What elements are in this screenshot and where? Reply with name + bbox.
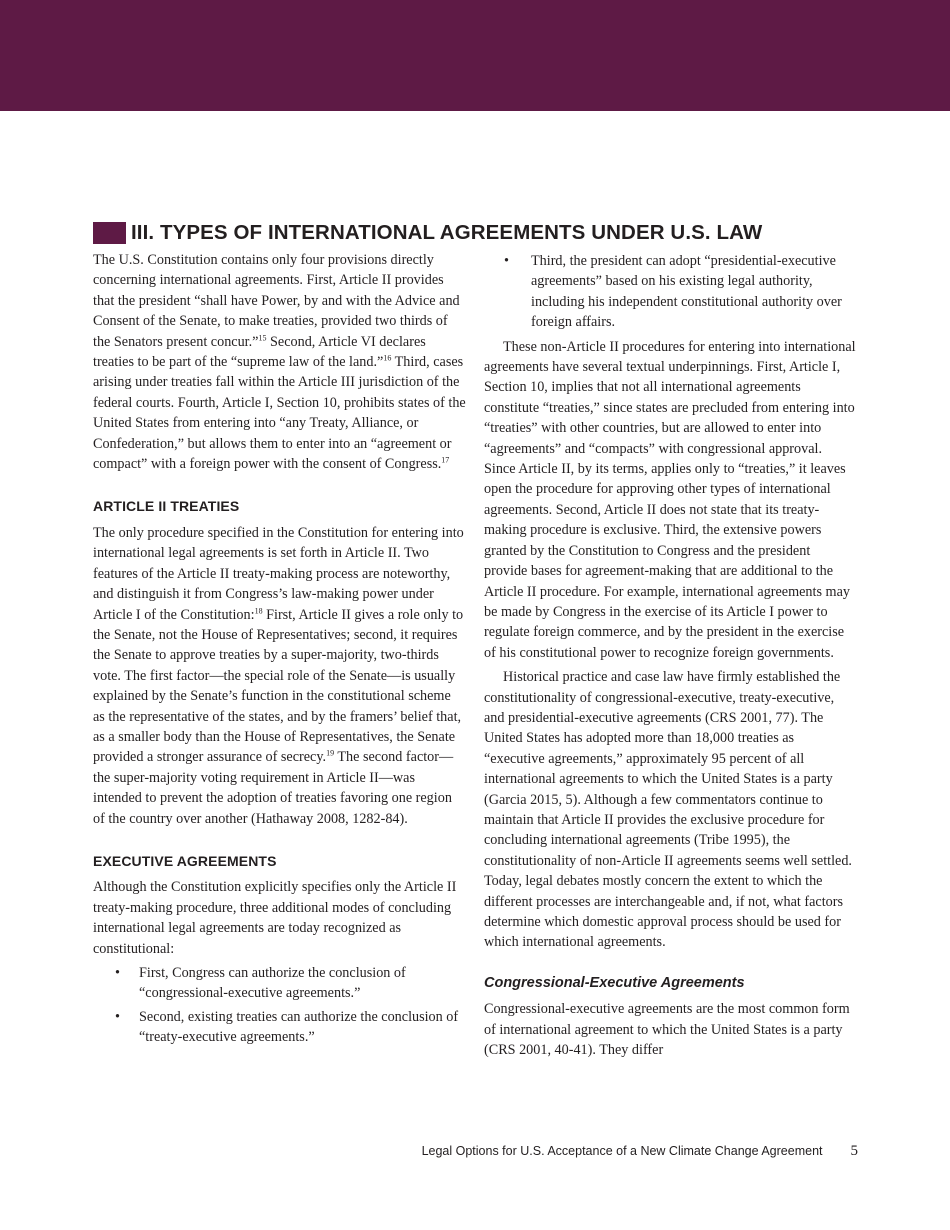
- article-ii-treaties-heading: ARTICLE II TREATIES: [93, 498, 240, 515]
- list-item-text: First, Congress can authorize the conclusion of “congressional-executive agreements.”: [139, 965, 406, 1002]
- footnote-ref-19: 19: [326, 748, 335, 758]
- non-article-ii-paragraph: These non-Article II procedures for entering into international agreements have several textual underpinnings. First, Article I, Section 10, implies that not all international agreements constitute “treaties,” since states are precluded from entering into “treaties” with other countries, but are allowed to enter into “agreements” and “compacts” with congressional approval. Since Article II, by its terms, applies only to “treaties,” it leaves open the procedure for approving other types of international agreements. Second, Article II does not state that its treaty-making procedure is exclusive. Third, the extensive powers granted by the Constitution to Congress and the president provide bases for agreement-making that are additional to the Article II procedure. For example, international agreements may be made by Congress in the exercise of its Article I power to regulate foreign commerce, and by the president in the exercise of his constitutional power to recognize foreign governments.: [484, 338, 856, 661]
- left-column: [93, 250, 466, 1051]
- bullet-icon: •: [504, 253, 509, 269]
- congressional-executive-paragraph: Congressional-executive agreements are the most common form of international agreement to which the United States is a party (CRS 2001, 40-41). They differ: [484, 1001, 850, 1059]
- list-item: [484, 251, 856, 333]
- intro-text-1: The U.S. Constitution contains only four provisions directly concerning international agreements. First, Article II provides that the president “shall have Power, by and with the Advice and Consent of the Senate, to make treaties, provided two thirds of the Senators present concur.”: [93, 252, 460, 350]
- historical-practice-paragraph: Historical practice and case law have firmly established the constitutionality of congressional-executive, treaty-executive, and presidential-executive agreements (CRS 2001, 77). The United States has adopted more than 18,000 treaties as “executive agreements,” approximately 95 percent of all international agreements to which the United States is a party (Garcia 2015, 5). Although a few commentators continue to maintain that Article II provides the exclusive procedure for concluding international agreements (Tribe 1995), the constitutionality of non-Article II agreements seems well settled. Today, legal debates mostly concern the extent to which the different processes are interchangeable and, if not, what factors determine which domestic approval process should be used for which international agreements.: [484, 669, 852, 951]
- intro-paragraph: [93, 250, 466, 474]
- bullet-icon: •: [115, 965, 120, 981]
- executive-paragraph: Although the Constitution explicitly specifies only the Article II treaty-making procedure, three additional modes of concluding international legal agreements are today recognized as constitutional:: [93, 879, 457, 957]
- right-column: [484, 251, 856, 1060]
- header-band: [0, 0, 950, 111]
- list-item-text: Third, the president can adopt “presidential-executive agreements” based on his existing legal authority, including his independent constitutional authority over foreign affairs.: [531, 253, 842, 331]
- section-title: III. TYPES OF INTERNATIONAL AGREEMENTS UNDER U.S. LAW: [131, 221, 763, 244]
- list-item: [93, 963, 466, 1004]
- footer-title: Legal Options for U.S. Acceptance of a New Climate Change Agreement: [421, 1144, 823, 1158]
- list-item-text: Second, existing treaties can authorize the conclusion of “treaty-executive agreements.”: [139, 1008, 459, 1046]
- agreement-types-list: [93, 963, 466, 1048]
- list-item: [93, 1007, 466, 1048]
- executive-agreements-heading: EXECUTIVE AGREEMENTS: [93, 852, 277, 869]
- intro-text-3: Third, cases arising under treaties fall within the Article III jurisdiction of the federal courts. Fourth, Article I, Section 10, prohibits states of the United States from entering into “any Treaty, Alliance, or Confederation,” but allows them to enter into an “agreement or compact” with a foreign power with the consent of Congress.: [93, 354, 466, 473]
- section-heading: [93, 220, 873, 246]
- intro-text-2: Second, Article VI declares treaties to be part of the “supreme law of the land.”: [93, 333, 426, 371]
- treaties-text-2: First, Article II gives a role only to the Senate, not the House of Representatives; second, it requires the Senate to approve treaties by a super-majority, two-thirds vote. The first factor—the special role of the Senate—is usually explained by the Senate’s function in the constitutional scheme as the representative of the states, and by the framers’ belief that, as a smaller body than the House of Representatives, the Senate provided a stronger assurance of secrecy.: [93, 606, 464, 766]
- page-number: 5: [850, 1142, 858, 1159]
- bullet-icon: •: [115, 1008, 120, 1025]
- treaties-text-1: The only procedure specified in the Constitution for entering into international legal agreements is set forth in Article II. Two features of the Article II treaty-making process are noteworthy, and distinguish it from Congress’s law-making power under Article I of the Constitution:: [93, 524, 464, 623]
- section-marker: [93, 222, 126, 244]
- footnote-ref-18: 18: [254, 605, 263, 615]
- treaties-text-3: The second factor—the super-majority voting requirement in Article II—was intended to prevent the adoption of treaties favoring one region of the country over another (Hathaway 2008, 1282-84).: [93, 749, 454, 827]
- footnote-ref-15: 15: [258, 332, 267, 342]
- treaties-paragraph: [93, 523, 466, 829]
- congressional-executive-heading: Congressional-Executive Agreements: [484, 974, 745, 991]
- footnote-ref-16: 16: [383, 353, 392, 363]
- page-footer: [380, 1141, 858, 1161]
- footnote-ref-17: 17: [441, 455, 450, 465]
- agreement-types-list-continued: [484, 251, 856, 333]
